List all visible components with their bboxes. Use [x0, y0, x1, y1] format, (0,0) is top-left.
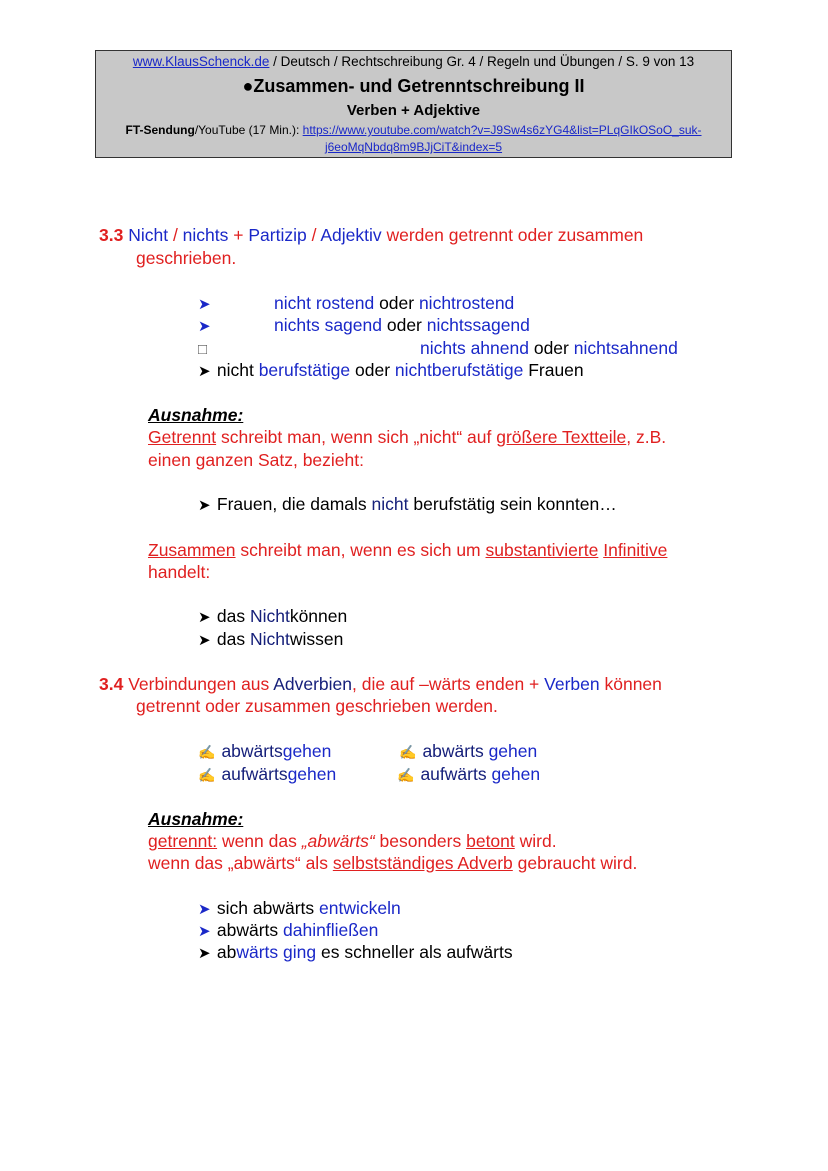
arrow-bullet-icon: ➤	[198, 609, 211, 626]
s33-slash2: /	[306, 225, 321, 245]
s33-partizip: Partizip	[248, 225, 307, 245]
s33-exception-heading: Ausnahme:	[148, 405, 244, 425]
s34-heading-line2: getrennt oder zusammen geschrieben werden.	[136, 696, 498, 716]
video-link-part2[interactable]: j6eoMqNbdq8m9BJjCiT&index=5	[324, 140, 503, 154]
page-subtitle: Verben + Adjektive	[346, 102, 481, 119]
ft-rest: /YouTube (17 Min.):	[194, 123, 303, 137]
s34-exception-text: getrennt: wenn das „abwärts“ besonders betont wird.	[148, 831, 557, 851]
s33-exception2-line2: handelt:	[148, 562, 211, 582]
s34-exception-heading: Ausnahme:	[148, 809, 244, 829]
video-reference-cont	[96, 140, 731, 154]
list-item: ➤ sich abwärts entwickeln	[198, 897, 401, 921]
list-item: ➤ abwärts ging es schneller als aufwärts	[198, 941, 513, 965]
s33-exception-text: Getrennt schreibt man, wenn sich „nicht“ auf größere Textteile, z.B.	[148, 427, 667, 447]
list-item: ✍ abwärtsgehen	[198, 741, 332, 761]
arrow-bullet-icon: ➤	[198, 945, 211, 962]
list-item: ➤ Frauen, die damals nicht berufstätig sein konnten…	[198, 493, 617, 517]
writing-hand-icon: ✍	[198, 767, 216, 783]
list-item: ➤ abwärts dahinfließen	[198, 919, 378, 943]
s33-adjektiv: Adjektiv	[320, 225, 382, 245]
list-item	[198, 292, 212, 316]
box-bullet-icon: □	[198, 341, 208, 358]
s33-exception-text-line2: einen ganzen Satz, bezieht:	[148, 450, 364, 470]
s33-number: 3.3	[99, 225, 124, 245]
arrow-bullet-icon: ➤	[198, 296, 211, 313]
video-reference	[96, 123, 731, 137]
arrow-bullet-icon: ➤	[198, 923, 211, 940]
breadcrumb-path: / Deutsch / Rechtschreibung Gr. 4 / Regeln und Übungen / S. 9 von 13	[269, 54, 695, 69]
arrow-bullet-icon: ➤	[198, 318, 211, 335]
list-item: ✍ aufwärtsgehen	[198, 764, 337, 784]
header-breadcrumb	[96, 54, 731, 69]
s33-plus: +	[228, 225, 249, 245]
s33-heading	[99, 224, 643, 246]
list-item: ➤ nicht berufstätige oder nichtberufstätige Frauen	[198, 359, 584, 383]
writing-hand-icon: ✍	[399, 744, 417, 760]
s34-number: 3.4	[99, 674, 124, 694]
writing-hand-icon: ✍	[198, 744, 216, 760]
s34-heading: 3.4 Verbindungen aus Adverbien, die auf –wärts enden + Verben können	[99, 674, 662, 694]
s33-slash1: /	[168, 225, 183, 245]
list-item: ✍ abwärts gehen	[399, 741, 538, 761]
list-item: ✍ aufwärts gehen	[397, 764, 541, 784]
list-item: ➤ das Nichtwissen	[198, 628, 343, 652]
s33-heading-line2: geschrieben.	[136, 248, 237, 268]
s33-nichts: nichts	[182, 225, 229, 245]
list-item-text: nichts ahnend oder nichtsahnend	[420, 338, 678, 358]
writing-hand-icon: ✍	[397, 767, 415, 783]
s33-nicht: Nicht	[128, 225, 169, 245]
arrow-bullet-icon: ➤	[198, 363, 211, 380]
s33-rest1: werden getrennt oder zusammen	[381, 225, 644, 245]
list-item-text: nicht rostend oder nichtrostend	[274, 293, 515, 313]
arrow-bullet-icon: ➤	[198, 497, 211, 514]
site-link[interactable]: www.KlausSchenck.de	[132, 54, 270, 69]
s34-exception-text-line2: wenn das „abwärts“ als selbstständiges Adverb gebraucht wird.	[148, 853, 638, 873]
list-item: ➤ das Nichtkönnen	[198, 605, 347, 629]
list-item	[198, 337, 212, 361]
page-title: ●Zusammen- und Getrenntschreibung II	[242, 76, 585, 96]
list-item-text: nichts sagend oder nichtssagend	[274, 315, 530, 335]
header-box	[95, 50, 732, 158]
list-item	[198, 314, 212, 338]
arrow-bullet-icon: ➤	[198, 632, 211, 649]
arrow-bullet-icon: ➤	[198, 901, 211, 918]
video-link-part1[interactable]: https://www.youtube.com/watch?v=J9Sw4s6zYG4&list=PLqGIkOSoO_suk-	[302, 123, 702, 137]
s33-exception2-text: Zusammen schreibt man, wenn es sich um substantivierte Infinitive	[148, 540, 668, 560]
ft-label: FT-Sendung	[125, 123, 195, 137]
